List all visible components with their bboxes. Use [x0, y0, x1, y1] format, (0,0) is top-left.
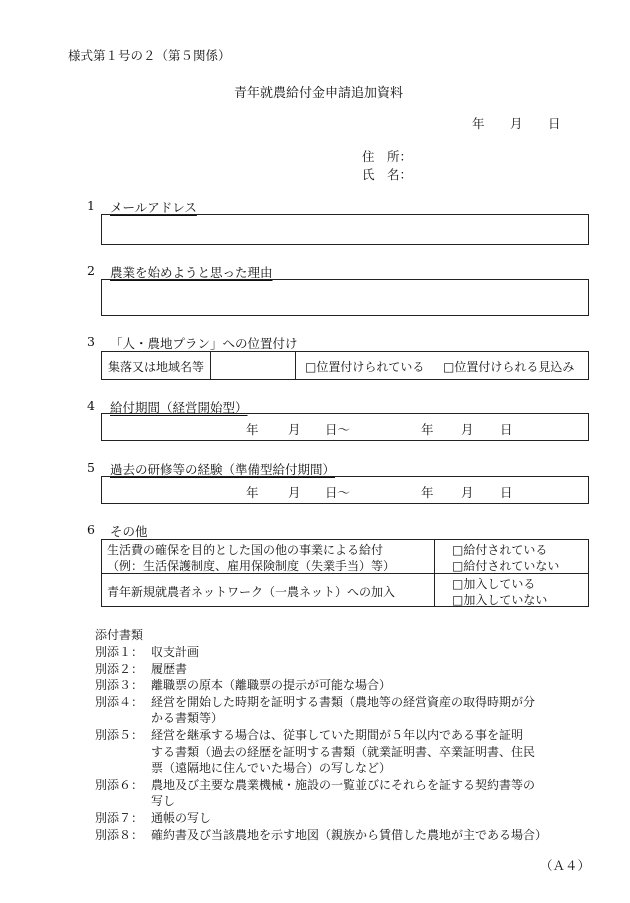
- attachment-text: 確約書及び当該農地を示す地図（親族から賃借した農地が主である場合）: [151, 827, 548, 842]
- attachment-label: 別添２：: [95, 661, 144, 676]
- address-label: 住 所：: [362, 149, 413, 164]
- attachment-label: 別添６：: [95, 777, 144, 792]
- s5-to-month: 月: [461, 485, 474, 500]
- attachment-label: 別添３：: [95, 678, 144, 693]
- network-membership-text: 青年新規就農者ネットワーク（一農ネット）への加入: [107, 585, 396, 599]
- attachments-heading: 添付書類: [95, 628, 144, 642]
- date-day-label: 日: [548, 116, 561, 131]
- section-4-number: 4: [87, 398, 95, 413]
- attachment-item: [95, 777, 547, 810]
- s5-from-year: 年: [246, 485, 259, 500]
- attachment-item: [95, 694, 547, 727]
- section-3-number: 3: [87, 334, 95, 349]
- s4-to-year: 年: [421, 422, 434, 437]
- section-2-number: 2: [87, 263, 95, 278]
- s4-from-day: 日～: [325, 422, 351, 437]
- attachment-item: [95, 810, 547, 827]
- attachment-item: [95, 644, 547, 661]
- benefit-option-receiving[interactable]: □給付されている: [452, 543, 548, 557]
- attachment-label: 別添４：: [95, 694, 144, 709]
- section-1-number: 1: [87, 198, 95, 213]
- attachment-text: 離職票の原本（離職票の提示が可能な場合）: [151, 678, 392, 693]
- s4-to-month: 月: [461, 422, 474, 437]
- plan-option-expected[interactable]: □位置付けられる見込み: [443, 360, 575, 374]
- other-col-divider: [434, 539, 435, 607]
- form-number: 様式第１号の２（第５関係）: [68, 48, 231, 63]
- section-2-label: 農業を始めようと思った理由: [110, 265, 273, 280]
- attachment-text: 経営を開始した時期を証明する書類（農地等の経営資産の取得時期が分 かる書類等）: [151, 694, 536, 726]
- area-name-field[interactable]: [212, 352, 294, 379]
- s4-from-year: 年: [246, 422, 259, 437]
- attachments-list: [95, 644, 547, 843]
- attachment-text: 履歴書: [151, 661, 188, 676]
- attachment-text: 通帳の写し: [151, 810, 212, 825]
- other-benefit-line1: 生活費の確保を目的とした国の他の事業による給付: [107, 543, 384, 557]
- section-5-number: 5: [87, 460, 95, 475]
- network-option-not-joined[interactable]: □加入していない: [452, 593, 548, 607]
- benefit-option-not-receiving[interactable]: □給付されていない: [452, 559, 560, 573]
- section-3-label: 「人・農地プラン」への位置付け: [110, 336, 298, 351]
- section-1-label: メールアドレス: [110, 200, 197, 215]
- other-benefit-line2: （例：生活保護制度、雇用保険制度（失業手当）等）: [107, 559, 396, 573]
- plan-option-registered[interactable]: □位置付けられている: [305, 360, 425, 374]
- attachment-label: 別添１：: [95, 645, 144, 659]
- plan-divider-1: [210, 351, 211, 380]
- attachment-label: 別添５：: [95, 727, 144, 742]
- section-4-label: 給付期間（経営開始型）: [110, 400, 248, 415]
- document-title: 青年就農給付金申請追加資料: [234, 86, 404, 101]
- area-name-label: 集落又は地域名等: [108, 360, 205, 374]
- name-label: 氏 名：: [362, 167, 413, 182]
- s5-to-day: 日: [500, 485, 513, 500]
- section-6-label: その他: [110, 524, 148, 539]
- plan-divider-2: [295, 351, 296, 380]
- s4-from-month: 月: [288, 422, 301, 437]
- section-5-label: 過去の研修等の経験（準備型給付期間）: [110, 462, 336, 477]
- attachment-text: 農地及び主要な農業機械・施設の一覧並びにそれらを証する契約書等の 写し: [151, 777, 536, 809]
- attachment-item: [95, 727, 547, 777]
- network-option-joined[interactable]: □加入している: [452, 577, 536, 591]
- s5-to-year: 年: [421, 485, 434, 500]
- date-month-label: 月: [510, 116, 523, 131]
- s4-to-day: 日: [500, 422, 513, 437]
- attachment-text: 経営を継承する場合は、従事していた期間が５年以内である事を証明 する書類（過去の経歴を証明する書類（就業証明書、卒業証明書、住民 票（遠隔地に住んでいた場合）の写しなど）: [151, 727, 536, 776]
- reason-field[interactable]: [101, 279, 589, 316]
- attachment-item: [95, 677, 547, 694]
- attachment-label: 別添８：: [95, 827, 144, 842]
- date-year-label: 年: [472, 116, 485, 131]
- email-field[interactable]: [101, 214, 589, 245]
- attachment-label: 別添７：: [95, 810, 144, 825]
- attachment-item: [95, 661, 547, 678]
- s5-from-month: 月: [288, 485, 301, 500]
- s5-from-day: 日～: [325, 485, 351, 500]
- attachment-item: [95, 827, 547, 844]
- section-6-number: 6: [87, 522, 95, 537]
- paper-size-label: （Ａ４）: [540, 858, 591, 873]
- attachment-text: 収支計画: [151, 645, 200, 659]
